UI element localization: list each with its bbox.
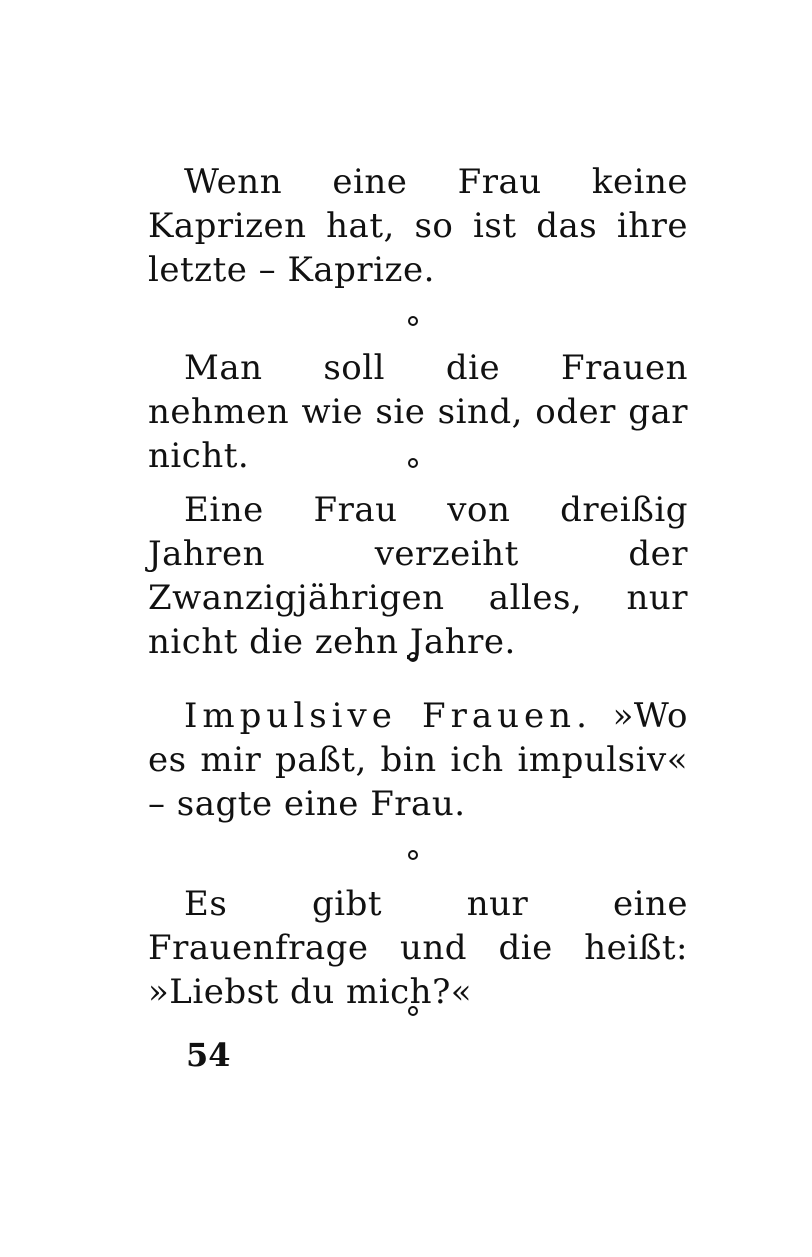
circle-separator-icon (408, 1006, 418, 1016)
circle-separator-icon (408, 652, 418, 662)
circle-separator-icon (408, 850, 418, 860)
aphorism-2: Man soll die Frauen nehmen wie sie sind, oder gar nicht. (148, 348, 688, 476)
circle-separator-icon (408, 458, 418, 468)
aphorism-4-lead: Impulsive Frauen. (184, 696, 592, 736)
page-number: 54 (186, 1036, 231, 1074)
aphorism-5: Es gibt nur eine Frauenfrage und die heißt: »Liebst du mich?« (148, 884, 688, 1012)
aphorism-1: Wenn eine Frau keine Kaprizen hat, so ist das ihre letzte – Kaprize. (148, 162, 688, 290)
aphorism-3: Eine Frau von dreißig Jahren verzeiht der Zwanzigjährigen alles, nur nicht die zehn Jahre. (148, 490, 688, 662)
aphorism-4-text: »Wo es mir paßt, bin ich impulsiv« – sagte eine Frau. (148, 696, 688, 824)
aphorism-4 (148, 694, 688, 826)
circle-separator-icon (408, 316, 418, 326)
